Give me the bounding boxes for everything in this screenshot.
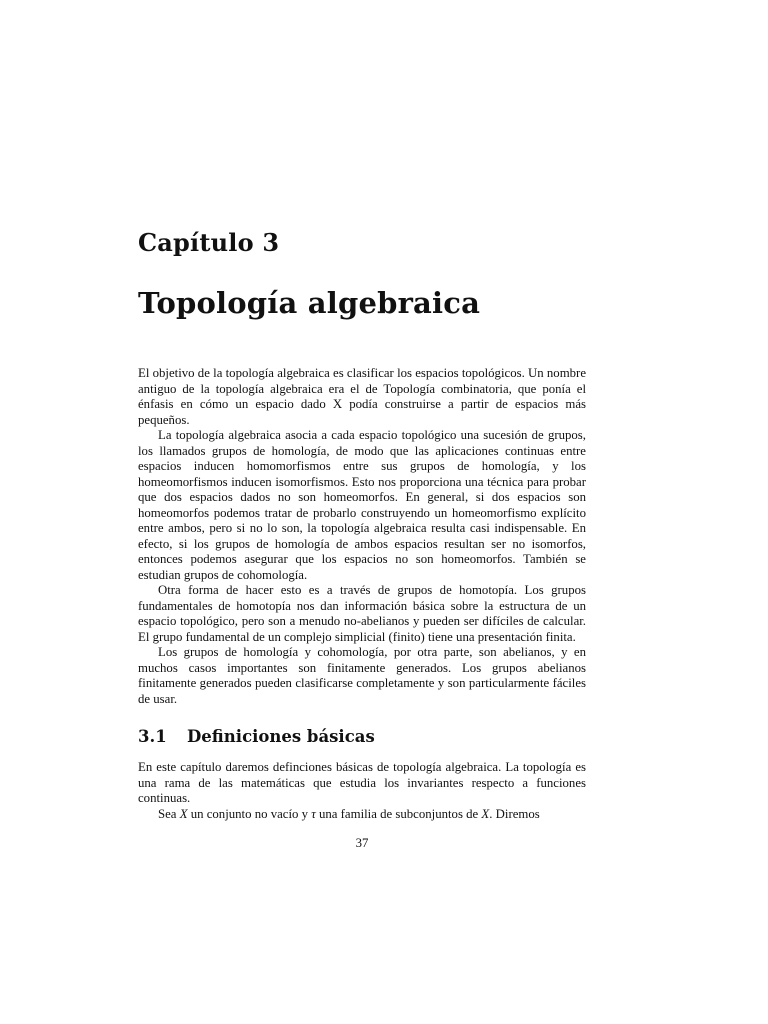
chapter-intro [138, 366, 586, 707]
section-body [138, 760, 586, 822]
intro-paragraph-4: Los grupos de homología y cohomología, por otra parte, son abelianos, y en muchos casos importantes son finitamente generados. Los grupos abelianos finitamente generados pueden clasificarse completamente y son particularmente fáciles de usar. [138, 645, 586, 706]
p2-mid1: un conjunto no vacío y [187, 806, 312, 821]
math-var-x2: X [481, 806, 490, 821]
section-title: Definiciones básicas [187, 727, 375, 746]
intro-paragraph-1: El objetivo de la topología algebraica es clasificar los espacios topológicos. Un nombre antiguo de la topología algebraica era el de Topología combinatoria, que ponía el énfasis en cómo un espacio dado X podía construirse a partir de espacios más pequeños. [138, 366, 586, 427]
section-number: 3.1 [138, 727, 167, 746]
math-var-tau: τ [311, 806, 316, 821]
chapter-label: Capítulo 3 [138, 228, 280, 257]
p2-end: . Diremos [489, 806, 540, 821]
chapter-title: Topología algebraica [138, 286, 481, 320]
intro-paragraph-2: La topología algebraica asocia a cada espacio topológico una sucesión de grupos, los llamados grupos de homología, de modo que las aplicaciones continuas entre espacios inducen homomorfismos entre sus grupos de homología, y los homeomorfismos inducen isomorfismos. Esto nos proporciona una técnica para probar que dos espacios dados no son homeomorfos. En general, si dos espacios son homeomorfos podemos tratar de probarlo construyendo un homeomorfismo explícito entre ambos, pero si no lo son, la topología algebraica resulta casi indispensable. En efecto, si los grupos de homología de ambos espacios resultan ser no isomorfos, entonces podemos asegurar que los espacios no son homeomorfos. También se estudian grupos de cohomología. [138, 428, 586, 582]
intro-paragraph-3: Otra forma de hacer esto es a través de grupos de homotopía. Los grupos fundamentales de homotopía nos dan información básica sobre la estructura de un espacio topológico, pero son a menudo no-abelianos y pueden ser difíciles de calcular. El grupo fundamental de un complejo simplicial (finito) tiene una presentación finita. [138, 583, 586, 644]
section-heading [138, 727, 375, 746]
section-paragraph-1: En este capítulo daremos definciones básicas de topología algebraica. La topología es una rama de las matemáticas que estudia los invariantes respecto a funciones continuas. [138, 760, 586, 805]
page-number: 37 [355, 836, 369, 850]
p2-start: Sea [158, 806, 180, 821]
math-var-x: X [179, 806, 188, 821]
p2-mid2: una familia de subconjuntos de [315, 806, 482, 821]
section-paragraph-2 [138, 807, 586, 823]
